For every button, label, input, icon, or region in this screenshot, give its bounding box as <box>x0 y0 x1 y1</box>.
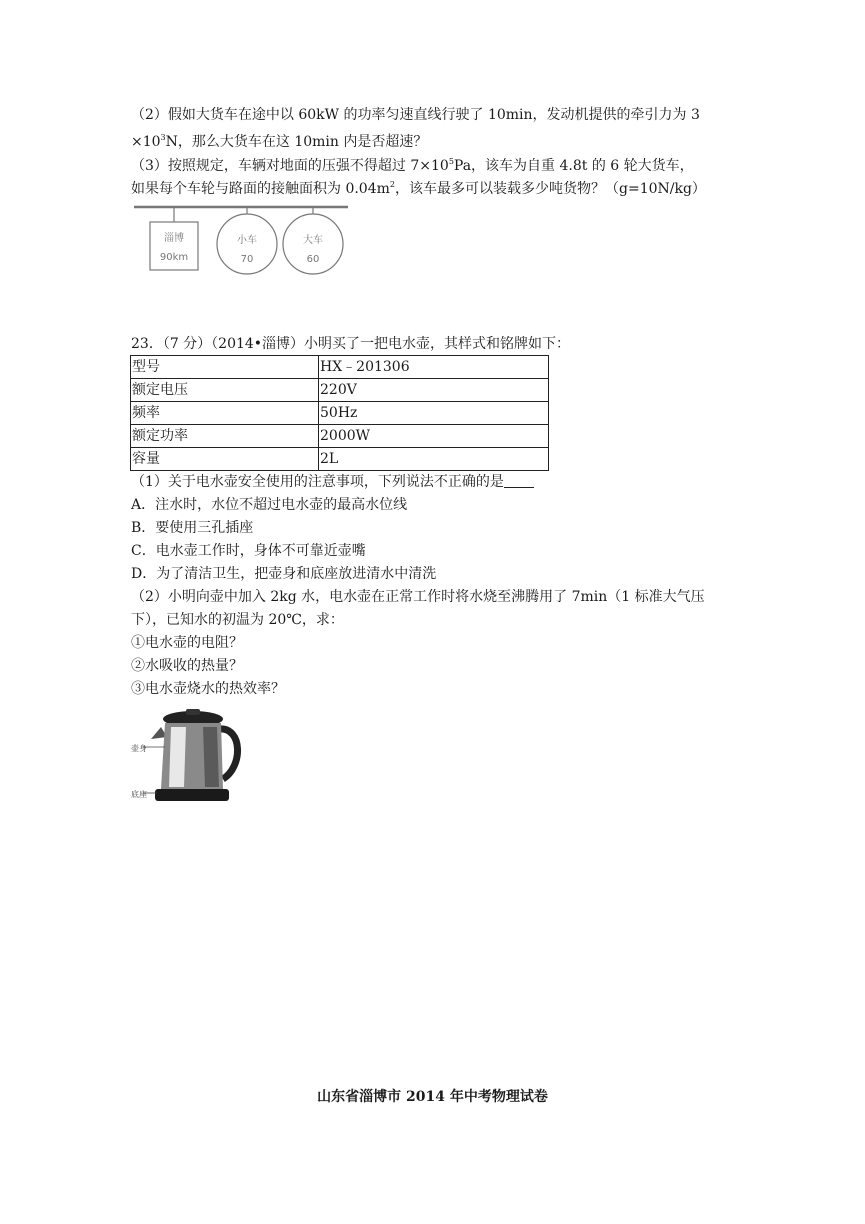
spec-key: 型号 <box>131 356 319 379</box>
small-car-label: 小车 <box>237 235 257 246</box>
q23-header: 23．（7 分）（2014•淄博）小明买了一把电水壶，其样式和铭牌如下： <box>131 336 571 352</box>
option-b: B．要使用三孔插座 <box>131 520 254 536</box>
subquestion-1: ①电水壶的电阻？ <box>131 635 243 651</box>
subquestion-3: ③电水壶烧水的热效率？ <box>131 681 285 697</box>
q22-part3-line2: 如果每个车轮与路面的接触面积为 $0.04m^2$，该车最多可以装载多少吨货物？（g=10N/kg） <box>131 180 706 197</box>
small-car-limit: 70 <box>240 254 254 265</box>
big-car-limit: 60 <box>306 254 320 265</box>
sign-distance-label: 90km <box>159 252 189 263</box>
q23-part2-line1: （2）小明向壶中加入 2kg 水，电水壶在正常工作时将水烧至沸腾用了 7min（1 标准大气压 <box>131 589 705 605</box>
option-a: A．注水时，水位不超过电水壶的最高水位线 <box>131 497 408 513</box>
sign-city-label: 淄博 <box>164 233 184 244</box>
subquestion-2: ②水吸收的热量？ <box>131 658 243 674</box>
kettle-nameplate-table <box>130 355 549 471</box>
kettle-base-label: 底座 <box>131 790 147 799</box>
spec-key: 频率 <box>131 402 319 425</box>
table-row <box>131 402 549 425</box>
kettle-body-label: 壶身 <box>131 744 147 753</box>
spec-value: 50Hz <box>319 402 549 425</box>
big-car-label: 大车 <box>303 235 323 246</box>
spec-key: 额定功率 <box>131 425 319 448</box>
q22-part2-line2: $\times 10^3N$，那么大货车在这 10min 内是否超速？ <box>131 133 428 150</box>
table-row <box>131 356 549 379</box>
spec-value: HX﹣201306 <box>319 356 549 379</box>
spec-key: 容量 <box>131 448 319 471</box>
road-sign-diagram <box>130 200 352 282</box>
spec-key: 额定电压 <box>131 379 319 402</box>
q23-part1: （1）关于电水壶安全使用的注意事项，下列说法不正确的是 <box>131 471 534 493</box>
electric-kettle-image <box>131 707 243 805</box>
option-c: C．电水壶工作时，身体不可靠近壶嘴 <box>131 543 366 559</box>
exam-title: 山东省淄博市 2014 年中考物理试卷 <box>317 1089 548 1105</box>
q22-part3-line1: （3）按照规定，车辆对地面的压强不得超过 $7\times 10^5Pa$，该车为自重 4.8t 的 6 轮大货车， <box>131 157 694 174</box>
table-row <box>131 379 549 402</box>
answer-blank <box>504 473 534 488</box>
spec-value: 2000W <box>319 425 549 448</box>
q23-part2-line2: 下），已知水的初温为 20℃，求： <box>131 612 344 628</box>
option-d: D．为了清洁卫生，把壶身和底座放进清水中清洗 <box>131 566 437 582</box>
table-row <box>131 448 549 471</box>
table-row <box>131 425 549 448</box>
spec-value: 220V <box>319 379 549 402</box>
spec-value: 2L <box>319 448 549 471</box>
q22-part2-line1: （2）假如大货车在途中以 60kW 的功率匀速直线行驶了 10min，发动机提供的牵引力为 3 <box>131 107 700 123</box>
